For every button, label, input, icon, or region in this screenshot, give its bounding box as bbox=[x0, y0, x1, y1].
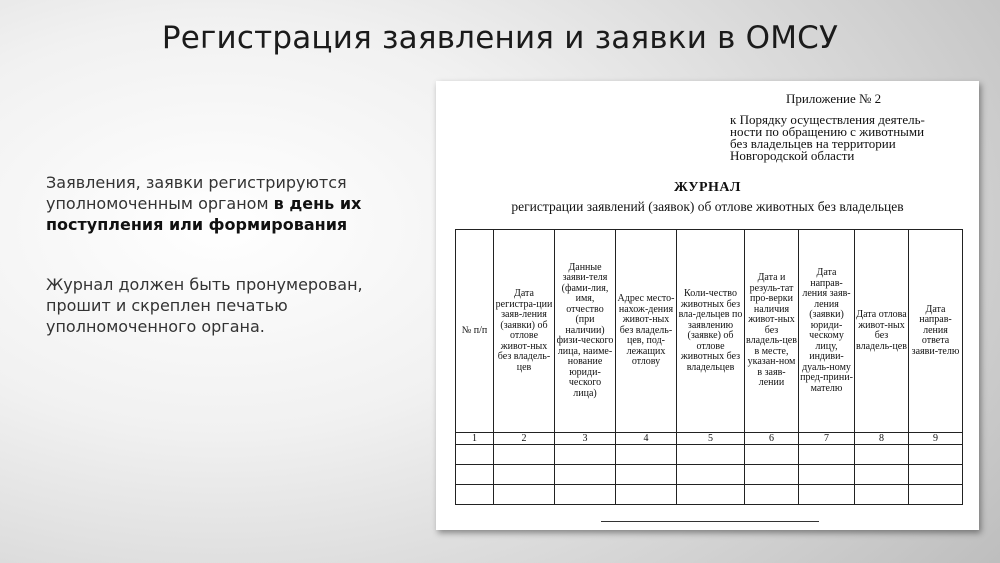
table-row bbox=[456, 465, 963, 485]
column-number: 6 bbox=[745, 433, 799, 445]
table-cell bbox=[745, 485, 799, 505]
paragraph-registration-bold: в день их поступления или формирования bbox=[46, 194, 362, 234]
table-cell bbox=[677, 485, 745, 505]
table-header-cell: Коли-чество животных без вла-дельцев по заявлению (заявке) об отлове животных без владельцев bbox=[677, 230, 745, 433]
table-row bbox=[456, 485, 963, 505]
table-header-cell: Дата отлова живот-ных без владель-цев bbox=[855, 230, 909, 433]
table-cell bbox=[799, 445, 855, 465]
table-cell bbox=[494, 485, 555, 505]
table-cell bbox=[855, 465, 909, 485]
appendix-line: к Порядку осуществления деятель- bbox=[730, 112, 925, 127]
table-header-cell: Дата направ-ления заяв-ления (заявки) юриди-ческому лицу, индиви-дуаль-ному пред-прини-мателю bbox=[799, 230, 855, 433]
table-cell bbox=[909, 485, 963, 505]
table-header-cell: Дата регистра-ции заяв-ления (заявки) об отлове живот-ных без владель-цев bbox=[494, 230, 555, 433]
table-cell bbox=[616, 465, 677, 485]
table-cell bbox=[494, 465, 555, 485]
journal-document-image bbox=[436, 81, 979, 530]
table-header-row bbox=[456, 230, 963, 433]
table-cell bbox=[456, 485, 494, 505]
column-number: 9 bbox=[909, 433, 963, 445]
table-cell bbox=[555, 485, 616, 505]
table-header-cell: Дата направ-ления ответа заяви-телю bbox=[909, 230, 963, 433]
column-number: 1 bbox=[456, 433, 494, 445]
appendix-line: без владельцев на территории bbox=[730, 136, 896, 151]
paragraph-registration bbox=[46, 172, 426, 235]
table-cell bbox=[799, 485, 855, 505]
table-cell bbox=[494, 445, 555, 465]
table-cell bbox=[555, 445, 616, 465]
table-cell bbox=[456, 465, 494, 485]
journal-title: ЖУРНАЛ bbox=[674, 180, 741, 195]
appendix-label: Приложение № 2 bbox=[786, 91, 882, 106]
signature-line bbox=[601, 521, 819, 522]
table-header-cell: Адрес место-нахож-дения живот-ных без владель-цев, под-лежащих отлову bbox=[616, 230, 677, 433]
appendix-line: Новгородской области bbox=[730, 148, 855, 163]
table-cell bbox=[456, 445, 494, 465]
table-cell bbox=[855, 445, 909, 465]
appendix-line: ности по обращению с животными bbox=[730, 124, 925, 139]
column-number: 2 bbox=[494, 433, 555, 445]
table-cell bbox=[745, 465, 799, 485]
table-header-cell: № п/п bbox=[456, 230, 494, 433]
column-number: 8 bbox=[855, 433, 909, 445]
column-number: 3 bbox=[555, 433, 616, 445]
table-header-cell: Дата и резуль-тат про-верки наличия живот-ных без владель-цев в месте, указан-ном в заяв-лении bbox=[745, 230, 799, 433]
table-cell bbox=[799, 465, 855, 485]
column-number: 5 bbox=[677, 433, 745, 445]
journal-subtitle: регистрации заявлений (заявок) об отлове животных без владельцев bbox=[511, 199, 904, 214]
paragraph-registration-text: Заявления, заявки регистрируются уполномоченным органом bbox=[46, 173, 347, 213]
table-cell bbox=[909, 465, 963, 485]
table-cell bbox=[909, 445, 963, 465]
table-cell bbox=[616, 485, 677, 505]
table-row bbox=[456, 445, 963, 465]
appendix-reference bbox=[730, 114, 925, 162]
column-number: 4 bbox=[616, 433, 677, 445]
table-cell bbox=[745, 445, 799, 465]
column-number: 7 bbox=[799, 433, 855, 445]
table-header-cell: Данные заяви-теля (фами-лия, имя, отчество (при наличии) физи-ческого лица, наиме-нование юриди-ческого лица) bbox=[555, 230, 616, 433]
paragraph-journal: Журнал должен быть пронумерован, прошит и скреплен печатью уполномоченного органа. bbox=[46, 275, 363, 336]
slide-title: Регистрация заявления и заявки в ОМСУ bbox=[161, 20, 839, 56]
table-cell bbox=[855, 485, 909, 505]
left-text-block bbox=[46, 172, 426, 376]
table-cell bbox=[616, 445, 677, 465]
table-number-row bbox=[456, 433, 963, 445]
table-cell bbox=[677, 465, 745, 485]
table-cell bbox=[677, 445, 745, 465]
table-cell bbox=[555, 465, 616, 485]
journal-table bbox=[455, 229, 963, 505]
